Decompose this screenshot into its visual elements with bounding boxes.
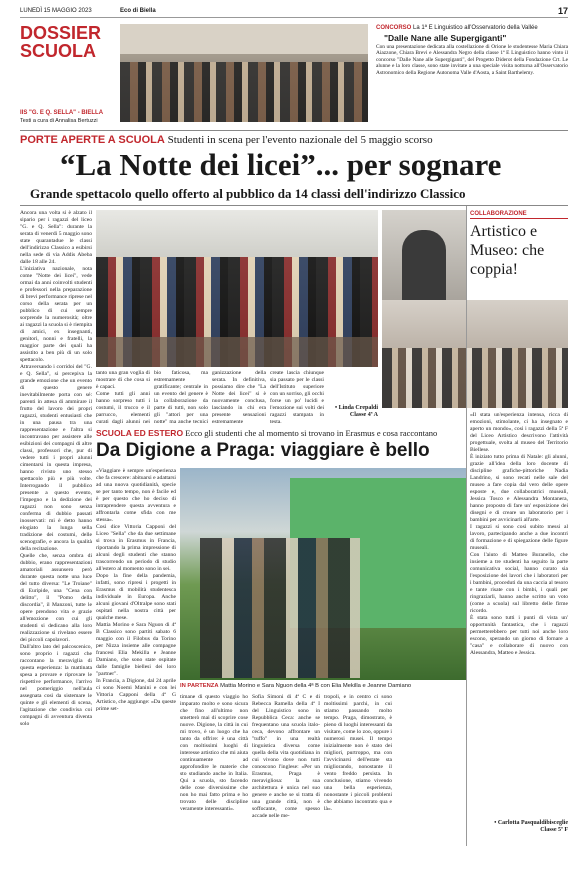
erasmus-caption (180, 683, 466, 690)
main-subhead: Grande spettacolo quello offerto al pubblico da 14 classi dell'indirizzo Classico (30, 186, 466, 201)
erasmus-caption-bold: IN PARTENZA (180, 683, 219, 689)
erasmus-col3: Sofia Simoni di 4ª C e di Rebecca Ramella della 4ª I del Linguistico sono in Repubblica Ceca: anche se frequentano una scuola italo-ceca, devono affrontare un "tuffo" in una realtà linguistica diversa come quella della vita quotidiana in cui vivono dove non tutti conoscono l'inglese: «Per un Erasmus, Praga è meravigliosa: la sua architettura è unica nel suo genere e anche se si tratta di una grande città, non è soffocante, come spesso accade nelle me- (252, 694, 320, 819)
group-photo-top (120, 24, 368, 122)
collab-byline (470, 820, 568, 834)
collab-body: «Il stata un'esperienza intensa, ricca di emozioni, stimolante, ci ha insegnato e aperto un mondo», così i ragazzi della 5ª F del Liceo Artistico descrivono l'attività progettuale, svolta al museo del Territorio Biellese. È iniziato tutto prima di Natale: gli alunni, grazie all'idea della loro docente di discipline grafiche-pittoriche Nadia Landrino, si sono recati nelle sale del museo a fare copia dal vero delle opere esposte e, due collaboratrici museali, Jessica Tosco e Alessandra Montanera, hanno proposto di fare un' esposizione dei disegni e di creare un laboratorio per i bambini per avvicinarli all'arte. I ragazzi si sono così subito messi al lavoro, partecipando anche a due incontri di formazione e di spiegazione delle figure museali. Con l'aiuto di Matteo Buranello, che insieme a tre studenti ha seguito la parte comunicativa social, hanno curato sia l'esposizione dei lavori che i laboratori per i bambini, procedutì da una caccia al tesoro e tante risate con i bimbi, i quali per ringraziarli, hanno anche scritto un voto (come a scuola) sul libretto delle firme ricordo. È stata sono tutti i punti di vista un' opportunità fantastica, che i ragazzi permetterebbero per tutti noi anche loro escono, sperando un giorno di fornare a "casa" e collaborare di nuovo con Alessandra, Matteo e Jessica. (470, 412, 568, 656)
concorso-article (376, 24, 568, 128)
page-header (20, 6, 568, 18)
erasmus-caption-rest: Mattia Morino e Sara Nguon della 4ª B con Elia Mekilla e Jeanne Damiano (220, 683, 412, 689)
header-date: LUNEDÌ 15 MAGGIO 2023 (20, 8, 92, 14)
header-page-number: 17 (557, 6, 568, 16)
concorso-kicker: CONCORSO (376, 25, 412, 31)
byline-name: • Linda Crepaldi (334, 405, 378, 411)
main-article-col2: tanto una gran voglia di mostrare di che cosa si è capaci. Come tutti gli anni hanno sorpreso tutti i costumi, il trucco e il parrucco, elementi curati dagli alunni nei (96, 370, 150, 425)
collab-article (470, 210, 568, 279)
main-article-col5: create lascia chiunque sia passato per le classi dell'Istituto superiore con un sorriso, gli occhi forse un po' lucidi e l'emozione sui volti dei ragazzi stampata in testa. (270, 370, 324, 425)
concorso-body: Con una presentazione dedicata alla costellazione di Orione le studentesse Maria Chiara Aiazzone, Chiara Brevi e Alessandra Negro della classe 1ª E Linguistico hanno vinto il concorso "Dalle Nane alle Supergiganti", del Progetto Diderot della Fondazione Crt. Le alunne e la loro classe, sono state invitate a una speciale visita notturna all'Osservatorio Astronomico della Regione Autonoma Valle d'Aosta, a Saint Barthelemy. (376, 44, 568, 76)
main-article-col3: bio faticosa, ma estremamente gratificante; centrale in un evento del genere è la collaborazione da parte di tutti, non solo gli "attori per una notte" ma anche tecnici (154, 370, 208, 425)
erasmus-kicker-rest: Ecco gli studenti che al momento si trovano in Erasmus e cosa raccontano (185, 428, 438, 438)
header-paper: Eco di Biella (120, 8, 156, 14)
erasmus-kicker-line (96, 428, 466, 438)
erasmus-col2: timane di questo viaggio ho imparato molto e sono sicura che fino all'ultimo non smetterò mai di scoprire cose nuove. Digione, la città in cui mi trovo, è un luogo che ha tanto da offrire: è una città con moltissimi luoghi di interesse artistico che mi aiuta continuamente ad approfondire le materie che sto studiando anche in Italia. Qui a scuola, sto facendo delle cose diversissime che non ho mai fatto prima e ho trovato delle discipline veramente interessanti». (180, 694, 248, 812)
erasmus-col1: «Viaggiare è sempre un'esperienza che fa crescere: abituarsi e adattarsi ad una nuova quotidianità, specie se per tanto tempo, non è facile ed è per questo che ho deciso di intraprendere questa avventura e affrontarla come sfida con me stessa». Così dice Vittoria Capponi del Liceo "Sella" che da due settimane si trova in Erasmus in Francia, riportando la prima impressione di alcuni degli studenti che stanno trascorrendo un periodo di studio all'estero al momento sono in sei. Dopo la fine della pandemia, infatti, sono ripresi i progetti in Erasmus di mobilità studentesca individuale in Europa. Anche alcuni giovani d'Oltralpe sono stati ospitati nella nostra città per qualche mese. Mattia Morino e Sara Nguon di 4ª B Classico sono partiti sabato 6 maggio con il Filobus da Torino per Nizza insieme alle compagne francesi Elia Mekilla e Jeanne Damiano, che sono state ospitate dalle famiglie biellesi dei loro "partner". In Francia, a Digione, dal 24 aprile ci sono Noemi Manini e con lei Vittoria Capponi della 4ª G Artistico, che aggiunge: «Da queste prime set- (96, 468, 176, 712)
collab-byline-class: Classe 5ª F (540, 827, 568, 833)
main-kicker-rest: Studenti in scena per l'evento nazionale del 5 maggio scorso (167, 134, 433, 146)
dossier-school: IIS "G. E Q. SELLA" - BIELLA (20, 110, 104, 116)
concorso-kicker-rest: La 1ª E Linguistico all'Osservatorio della Vallée (413, 25, 538, 31)
collab-kicker: COLLABORAZIONE (470, 210, 568, 219)
erasmus-headline: Da Digione a Praga: viaggiare è bello (96, 440, 430, 461)
main-article-col1: Ancora una volta si è alzato il sipario per i ragazzi del liceo "G. e Q. Sella": durante la serata di venerdì 5 maggio sono state quarantadue le classi dell'indirizzo Classico a esibirsi nella sede di via Addis Abeba dalle 18 alle 24. L'iniziativa nazionale, nota come "Notte dei licei", vede ormai da anni coinvolti studenti e professori nella preparazione di brevi performance riprese nel corso della serata per un pubblico di cui sempre sorprende la numerosità; oltre ai ragazzi la scuola si è riempita di amici, ex insegnanti, genitori, nonni e fratelli, la maggior parte dei quali ha assistito a ben più di un solo spettacolo. Attraversando i corridoi del "G. e Q. Sella", si percepiva la grande emozione che un evento di questo genere inevitabilmente porta con sé: parenti in attesa di ammirare il frutto del lavoro dei propri ragazzi, studenti entusiasti che in una pausa tra una rappresentazione e l'altra si incontravano per assistere alle esibizioni dei compagni di altre classi, professori che, pur di vedere tutti i propri alunni cimentarsi in questa impresa, hanno rivisto uno stesso spettacolo più e più volte. Interrogando il pubblico presente a questo evento, l'impegno e la dedizione dei ragazzi non sono senza conferma di dubbio passati inosservati: mi è detto hanno elogiato la lunga sella tradizione dei costumi, delle scenografie, e ancora la qualità della recitazione. Quelle che, senza ombra di dubbio, erano rappresentazioni amatoriali assunsero però durante questa notte una luce del tutto diversa: "Le Troiane" di Euripide, una "Cena con delitto", il "Pomo della discordia", il Manzoni, tutte le opere prendono vita e grazie all'emozione con cui gli studenti si dedicano alla loro realizzazione si rivelano essere dei piccoli capolavori. Dall'altro lato del palcoscenico, sono proprio i ragazzi che raccontano la meraviglia di questa esperienza: la mattinata spesa a provare e riprovare le rispettive performance, l'arrivo nel pomeriggio nell'aula assegnata così da sistemare le quinte e gli elementi di scena, l'agitazione che condivisa coi compagni di avventura diventa solo (20, 210, 92, 727)
dossier-editor: Testi a cura di Annalisa Bertuzzi (20, 118, 98, 124)
erasmus-photo (180, 468, 466, 680)
main-kicker-line (20, 133, 568, 147)
erasmus-col4: tropoli, e in centro ci sono moltissimi parchi, in cui stiamo passando molto tempo. Praga, dimostrato, è pieno di luoghi interessanti da visitare, come lo zoo, oppure i numerosi musei. Il tempo inizialmente non è stato dei migliori, purtroppo, ma con l'avvicinarsi dell'estate sta migliorando, nonostante il vento freddo persista. In conclusione, stiamo vivendo una bella esperienza, nonostante i piccoli problemi che abbiamo incontrato qua e là». (324, 694, 392, 812)
byline-class: Classe 4ª A (349, 412, 378, 418)
collab-byline-name: • Carlotta Pasqualdibisceglie (494, 820, 568, 826)
main-byline (270, 405, 378, 419)
main-group-photo (96, 210, 378, 367)
dossier-title-line1: DOSSIER (20, 23, 102, 43)
concorso-title: "Dalle Nane alle Supergiganti" (384, 33, 507, 43)
collab-photo (382, 300, 568, 408)
main-kicker: PORTE APERTE A SCUOLA (20, 134, 165, 146)
dossier-title-line2: SCUOLA (20, 41, 96, 61)
erasmus-kicker: SCUOLA ED ESTERO (96, 428, 184, 438)
dossier-box (20, 24, 116, 126)
collab-title: Artistico e Museo: che coppia! (470, 223, 545, 278)
main-article-col4: ganizzazione della serata. In definitiva, possiamo dire che "La Notte dei licei" si è nuovamente conclusa, lasciando in chi era presente sensazioni estremamente (212, 370, 266, 425)
main-headline: “La Notte dei licei”... per sognare (60, 147, 502, 182)
